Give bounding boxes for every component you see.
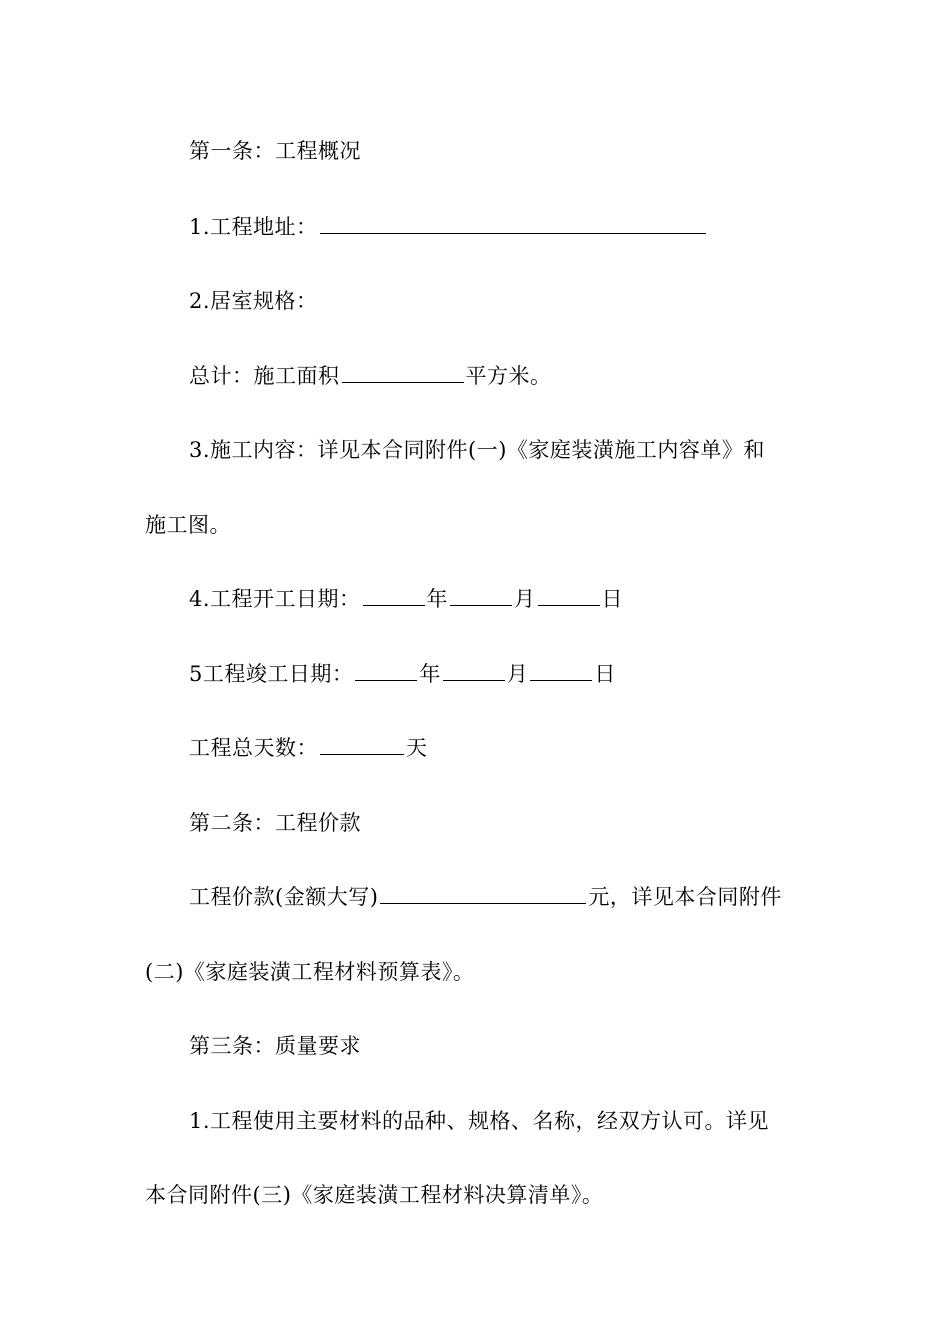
address-label: 1.工程地址： — [189, 215, 318, 239]
total-days-blank[interactable] — [320, 734, 404, 755]
area-row — [189, 362, 552, 390]
content-line-1: 3.施工内容：详见本合同附件(一)《家庭装潢施工内容单》和 — [189, 438, 765, 462]
end-date-label: 5工程竣工日期： — [189, 662, 354, 686]
end-date-row — [189, 660, 616, 688]
address-row — [189, 213, 708, 241]
area-blank[interactable] — [342, 362, 464, 383]
article1-heading: 第一条：工程概况 — [189, 139, 361, 163]
end-month-blank[interactable] — [443, 660, 505, 681]
total-days-label: 工程总天数： — [189, 736, 318, 760]
end-day-label: 日 — [594, 662, 616, 686]
start-month-label: 月 — [514, 587, 536, 611]
start-year-label: 年 — [426, 587, 449, 611]
start-date-row — [189, 585, 623, 613]
start-date-label: 4.工程开工日期： — [189, 587, 361, 611]
quality-item1-line1: 1.工程使用主要材料的品种、规格、名称，经双方认可。详见 — [189, 1109, 770, 1133]
start-day-blank[interactable] — [538, 585, 600, 606]
area-suffix: 平方米。 — [465, 364, 552, 388]
end-month-label: 月 — [506, 662, 529, 686]
room-spec-label: 2.居室规格： — [189, 289, 318, 313]
start-year-blank[interactable] — [363, 585, 425, 606]
start-day-label: 日 — [601, 587, 624, 611]
article2-heading: 第二条：工程价款 — [189, 811, 361, 835]
price-prefix: 工程价款(金额大写) — [189, 885, 379, 909]
end-year-blank[interactable] — [355, 660, 417, 681]
total-days-suffix: 天 — [406, 736, 428, 760]
price-suffix: 元，详见本合同附件 — [588, 885, 782, 909]
total-days-row — [189, 734, 428, 762]
area-prefix: 总计：施工面积 — [189, 364, 340, 388]
address-blank[interactable] — [320, 213, 706, 234]
content-line-2: 施工图。 — [145, 513, 231, 537]
price-row — [189, 883, 782, 911]
end-day-blank[interactable] — [530, 660, 592, 681]
end-year-label: 年 — [419, 662, 441, 686]
article3-heading: 第三条：质量要求 — [189, 1034, 361, 1058]
quality-item1-line2: 本合同附件(三)《家庭装潢工程材料决算清单》。 — [145, 1183, 604, 1207]
start-month-blank[interactable] — [450, 585, 512, 606]
price-blank[interactable] — [380, 883, 586, 904]
price-line-2: (二)《家庭装潢工程材料预算表》。 — [145, 960, 475, 984]
